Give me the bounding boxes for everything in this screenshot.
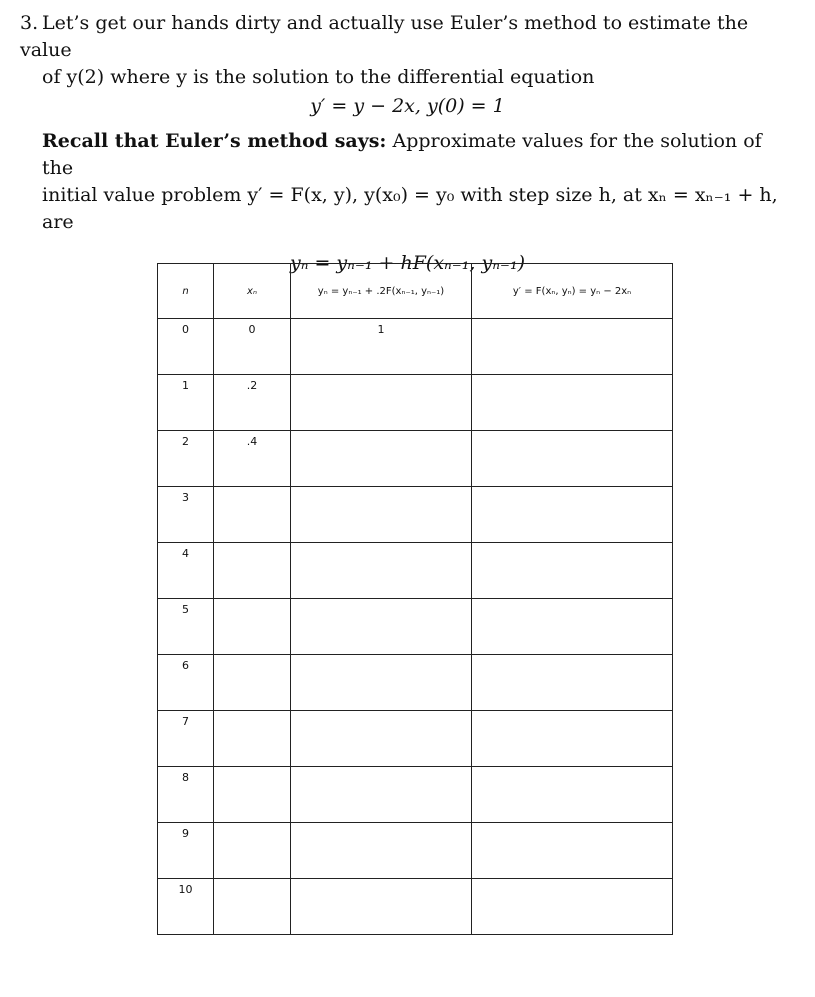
- table-row: [158, 655, 673, 711]
- cell-y[interactable]: 1: [291, 319, 472, 375]
- cell-f[interactable]: [472, 319, 673, 375]
- cell-n: 0: [158, 319, 214, 375]
- cell-y[interactable]: [291, 599, 472, 655]
- cell-n: 9: [158, 823, 214, 879]
- cell-n: 1: [158, 375, 214, 431]
- table-row: [158, 431, 673, 487]
- cell-y[interactable]: [291, 655, 472, 711]
- cell-f[interactable]: [472, 879, 673, 935]
- cell-x[interactable]: [214, 487, 291, 543]
- cell-x[interactable]: [214, 599, 291, 655]
- cell-n: 3: [158, 487, 214, 543]
- table-row: [158, 711, 673, 767]
- recall-line-1: [42, 128, 795, 182]
- cell-f[interactable]: [472, 543, 673, 599]
- cell-y[interactable]: [291, 767, 472, 823]
- cell-f[interactable]: [472, 487, 673, 543]
- euler-formula: yₙ = yₙ₋₁ + hF(xₙ₋₁, yₙ₋₁): [290, 252, 525, 274]
- table-row: [158, 543, 673, 599]
- table-row: [158, 879, 673, 935]
- cell-y[interactable]: [291, 375, 472, 431]
- table-row: [158, 487, 673, 543]
- recall-line-2: initial value problem y′ = F(x, y), y(x₀) = y₀ with step size h, at xₙ = xₙ₋₁ + h,: [42, 184, 778, 206]
- cell-f[interactable]: [472, 711, 673, 767]
- cell-x[interactable]: [214, 767, 291, 823]
- table-header-row: [158, 264, 673, 319]
- cell-f[interactable]: [472, 375, 673, 431]
- cell-x[interactable]: [214, 655, 291, 711]
- recall-line-3: are: [42, 211, 74, 233]
- cell-n: 6: [158, 655, 214, 711]
- cell-f[interactable]: [472, 823, 673, 879]
- cell-y[interactable]: [291, 543, 472, 599]
- problem-number: 3.: [20, 12, 39, 34]
- table-row: [158, 599, 673, 655]
- ode-equation: y′ = y − 2x, y(0) = 1: [310, 95, 505, 117]
- intro-line-2: of y(2) where y is the solution to the differential equation: [42, 66, 595, 88]
- cell-x[interactable]: .2: [214, 375, 291, 431]
- table-row: [158, 823, 673, 879]
- table-row: [158, 319, 673, 375]
- cell-n: 5: [158, 599, 214, 655]
- cell-y[interactable]: [291, 487, 472, 543]
- cell-n: 2: [158, 431, 214, 487]
- intro-line-1: [20, 10, 795, 64]
- table-row: [158, 767, 673, 823]
- header-n: n: [158, 264, 214, 319]
- cell-x[interactable]: [214, 711, 291, 767]
- cell-n: 7: [158, 711, 214, 767]
- recall-block: [20, 128, 795, 236]
- cell-n: 10: [158, 879, 214, 935]
- cell-y[interactable]: [291, 711, 472, 767]
- cell-f[interactable]: [472, 599, 673, 655]
- recall-text-1: Approximate values for the solution of the: [42, 130, 762, 179]
- intro-text-1: Let’s get our hands dirty and actually use Euler’s method to estimate the value: [20, 12, 749, 61]
- cell-y[interactable]: [291, 823, 472, 879]
- recall-heading: Recall that Euler’s method says:: [42, 130, 387, 152]
- cell-y[interactable]: [291, 879, 472, 935]
- cell-x[interactable]: 0: [214, 319, 291, 375]
- header-derivative: y′ = F(xₙ, yₙ) = yₙ − 2xₙ: [472, 264, 673, 319]
- cell-x[interactable]: .4: [214, 431, 291, 487]
- problem-statement: [20, 10, 795, 296]
- cell-x[interactable]: [214, 823, 291, 879]
- cell-x[interactable]: [214, 879, 291, 935]
- cell-f[interactable]: [472, 431, 673, 487]
- cell-n: 4: [158, 543, 214, 599]
- header-xn: xₙ: [214, 264, 291, 319]
- euler-table: [157, 263, 673, 935]
- cell-y[interactable]: [291, 431, 472, 487]
- table-row: [158, 375, 673, 431]
- cell-n: 8: [158, 767, 214, 823]
- cell-x[interactable]: [214, 543, 291, 599]
- cell-f[interactable]: [472, 655, 673, 711]
- header-yn: yₙ = yₙ₋₁ + .2F(xₙ₋₁, yₙ₋₁): [291, 264, 472, 319]
- cell-f[interactable]: [472, 767, 673, 823]
